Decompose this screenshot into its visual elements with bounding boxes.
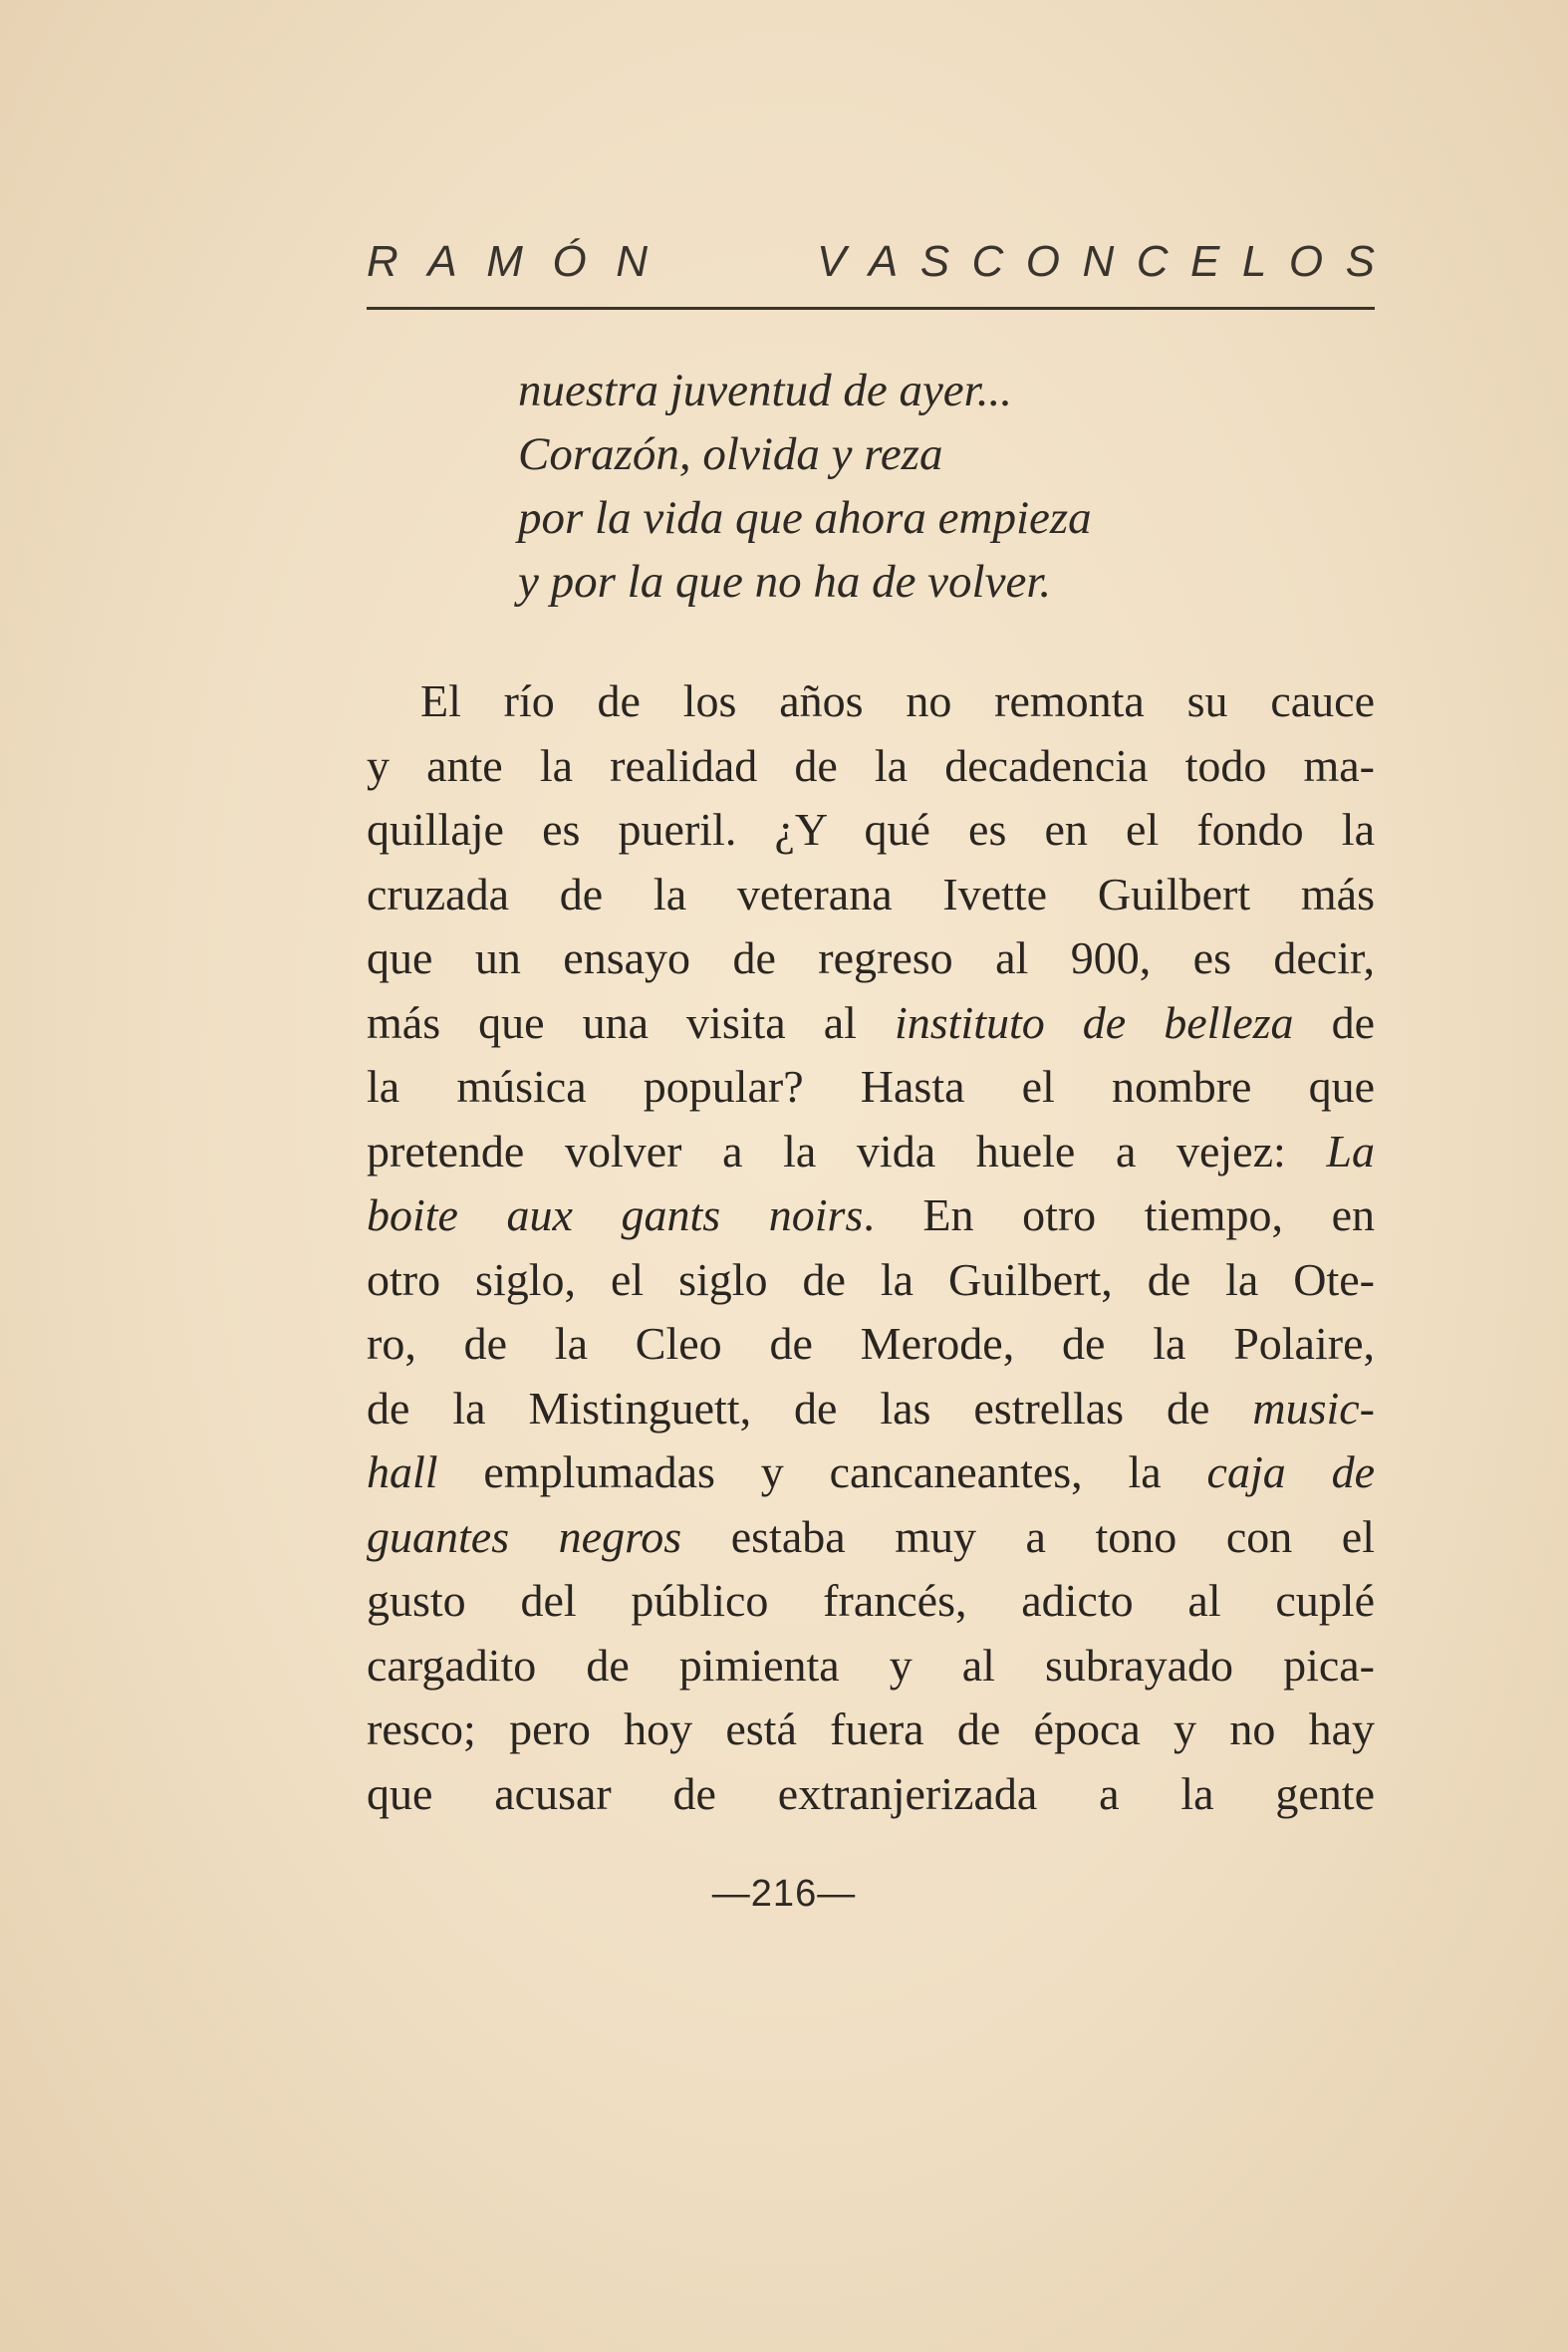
verse-line: y por la que no ha de volver. <box>518 556 1052 608</box>
text-line: más que una visita al instituto de belleza de <box>367 996 1376 1048</box>
text-line: boite aux gants noirs. En otro tiempo, en <box>367 1189 1375 1240</box>
italic-phrase: guantes negros <box>367 1510 682 1562</box>
text-line: El río de los años no remonta su cauce <box>420 675 1375 726</box>
verse-block <box>518 359 1375 614</box>
text-line: guantes negros estaba muy a tono con el <box>367 1510 1375 1562</box>
running-head-author <box>367 237 1375 297</box>
text-line: otro siglo, el siglo de la Guilbert, de la Ote- <box>367 1253 1375 1305</box>
verse-line: Corazón, olvida y reza <box>518 428 943 480</box>
text-line: resco; pero hoy está fuera de época y no hay <box>367 1703 1375 1754</box>
italic-phrase: caja de <box>1206 1446 1375 1497</box>
text-line: cargadito de pimienta y al subrayado pica- <box>367 1639 1375 1691</box>
header-rule <box>367 307 1375 310</box>
text-line: de la Mistinguett, de las estrellas de music- <box>367 1382 1375 1434</box>
text-line: quillaje es pueril. ¿Y qué es en el fondo la <box>367 804 1375 855</box>
page-number: —216— <box>711 1873 857 1915</box>
text-line: y ante la realidad de la decadencia todo ma- <box>367 739 1375 791</box>
body-paragraph <box>367 669 1375 1826</box>
text-line: que un ensayo de regreso al 900, es decir, <box>367 932 1375 983</box>
italic-phrase: boite aux gants noirs <box>367 1189 864 1240</box>
text-line: que acusar de extranjerizada a la gente <box>367 1767 1375 1819</box>
author-last-name: V A S C O N C E L O S <box>817 237 1375 286</box>
text-line: hall emplumadas y cancaneantes, la caja de <box>367 1446 1375 1497</box>
text-line: cruzada de la veterana Ivette Guilbert más <box>367 868 1375 919</box>
italic-phrase: La <box>1326 1125 1375 1176</box>
author-first-name: R A M Ó N <box>367 237 648 286</box>
text-line: la música popular? Hasta el nombre que <box>367 1061 1375 1112</box>
italic-phrase: hall <box>367 1446 438 1497</box>
text-line: gusto del público francés, adicto al cuplé <box>367 1575 1375 1626</box>
italic-phrase: music- <box>1252 1382 1375 1434</box>
text-line: ro, de la Cleo de Merode, de la Polaire, <box>367 1318 1375 1369</box>
verse-line: nuestra juventud de ayer... <box>518 365 1013 416</box>
text-line: pretende volver a la vida huele a vejez: La <box>367 1125 1375 1176</box>
verse-line: por la vida que ahora empieza <box>518 492 1092 544</box>
italic-phrase: instituto de belleza <box>894 996 1294 1048</box>
